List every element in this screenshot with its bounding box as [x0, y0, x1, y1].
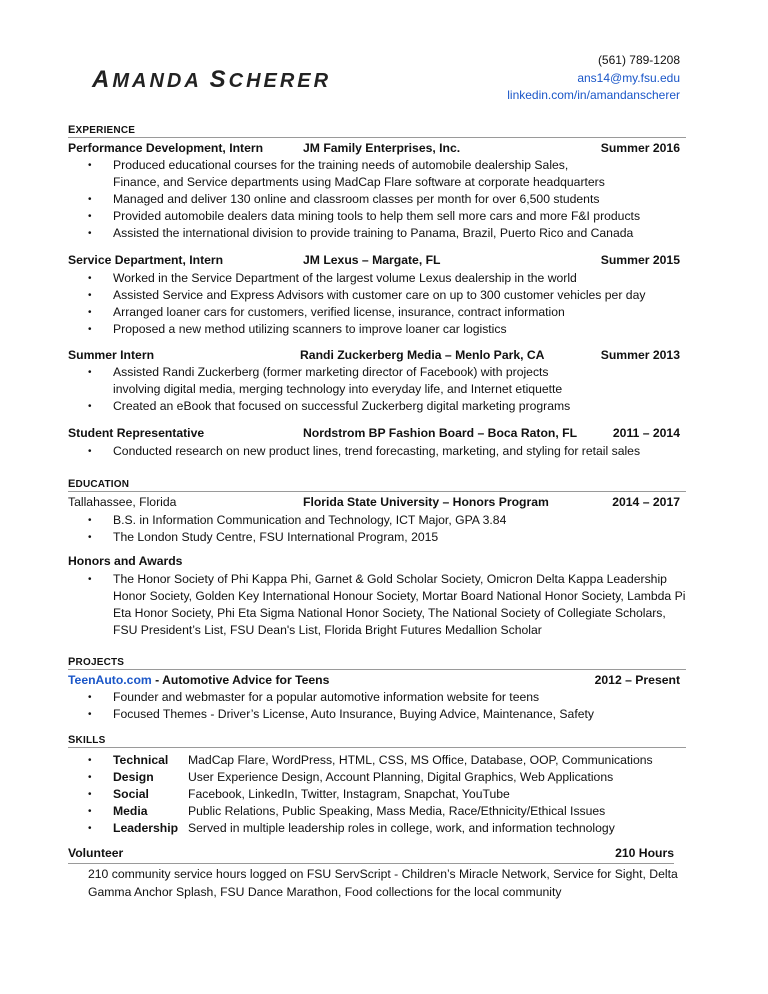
skill-value: MadCap Flare, WordPress, HTML, CSS, MS Office, Database, OOP, Communications	[188, 753, 653, 767]
name-initial-last: S	[209, 66, 229, 93]
bullet-item: • The London Study Centre, FSU International Program, 2015	[88, 529, 688, 546]
skill-key: Technical	[113, 753, 169, 767]
volunteer-hours: 210 Hours	[615, 846, 674, 860]
bullet-item: • Managed and deliver 130 online and classroom classes per month for over 6,500 students	[88, 191, 688, 208]
experience-bullets	[88, 270, 688, 338]
name-last-rest: CHERER	[228, 70, 332, 92]
skill-value: Served in multiple leadership roles in college, work, and information technology	[188, 821, 615, 835]
name-first-rest: MANDA	[112, 70, 202, 92]
skill-value: Public Relations, Public Speaking, Mass Media, Race/Ethnicity/Ethical Issues	[188, 804, 606, 818]
project-title-text: - Automotive Advice for Teens	[151, 673, 330, 687]
job-title: Student Representative	[68, 426, 205, 440]
skill-value: Facebook, LinkedIn, Twitter, Instagram, Snapchat, YouTube	[188, 787, 510, 801]
skill-row	[88, 752, 653, 769]
bullet-item: • Produced educational courses for the training needs of automobile dealership Sales, Finance, and Service departments using MadCap Flare software at corporate headquarters	[88, 157, 608, 191]
phone-number: (561) 789-1208	[597, 53, 680, 67]
bullet-item: • Conducted research on new product lines, trend forecasting, marketing, and styling for retail sales	[88, 443, 688, 460]
school-name: Florida State University – Honors Program	[303, 495, 549, 509]
bullet-item: • B.S. in Information Communication and Technology, ICT Major, GPA 3.84	[88, 512, 688, 529]
experience-bullets	[88, 443, 688, 460]
project-entry-header	[68, 673, 680, 690]
email-link[interactable]: ans14@my.fsu.edu	[577, 70, 680, 85]
school-date: 2014 – 2017	[612, 495, 680, 509]
job-title: Summer Intern	[68, 348, 155, 362]
skill-row	[88, 769, 653, 786]
project-title	[68, 673, 329, 687]
bullet-item: • Created an eBook that focused on successful Zuckerberg digital marketing programs	[88, 398, 593, 415]
bullet-item: • Worked in the Service Department of the largest volume Lexus dealership in the world	[88, 270, 688, 287]
candidate-name	[92, 66, 331, 94]
section-heading-skills: SKILLS	[68, 734, 686, 748]
linkedin-link[interactable]: linkedin.com/in/amandanscherer	[507, 88, 680, 102]
skills-list	[88, 752, 653, 837]
experience-entry-header	[68, 253, 680, 270]
volunteer-description: 210 community service hours logged on FSU ServScript - Children’s Miracle Network, Service for Sight, Delta Gamma Anchor Splash, FSU Dance Marathon, Food collections for the local community	[88, 867, 678, 899]
volunteer-header	[68, 846, 674, 864]
contact-block	[507, 52, 680, 105]
experience-entry-header	[68, 141, 680, 158]
bullet-item: • Assisted Randi Zuckerberg (former marketing director of Facebook) with projects involving digital media, merging technology into everyday life, and Internet etiquette	[88, 364, 593, 398]
skill-value: User Experience Design, Account Planning, Digital Graphics, Web Applications	[188, 770, 614, 784]
bullet-item: • Assisted Service and Express Advisors with customer care on up to 300 customer vehicles per day	[88, 287, 688, 304]
skill-key: Leadership	[113, 821, 179, 835]
honors-heading: Honors and Awards	[68, 554, 183, 568]
bullet-item: • The Honor Society of Phi Kappa Phi, Garnet & Gold Scholar Society, Omicron Delta Kappa Leadership Honor Society, Golden Key International Honour Society, Mortar Board National Honor Society, Lambda Pi Eta Honor Society, Phi Eta Sigma National Honor Society, The National Society of Collegiate Scholars, FSU President’s List, FSU Dean's List, Florida Bright Futures Medallion Scholar	[88, 571, 688, 639]
section-heading-projects: PROJECTS	[68, 656, 686, 670]
education-entry-header	[68, 495, 680, 512]
skill-row	[88, 786, 653, 803]
skill-key: Media	[113, 804, 148, 818]
job-title: Service Department, Intern	[68, 253, 224, 267]
job-org: Randi Zuckerberg Media – Menlo Park, CA	[300, 348, 545, 362]
bullet-item: • Arranged loaner cars for customers, verified license, insurance, contract information	[88, 304, 688, 321]
section-heading-experience: EXPERIENCE	[68, 124, 686, 138]
bullet-item: • Proposed a new method utilizing scanners to improve loaner car logistics	[88, 321, 688, 338]
section-heading-education: EDUCATION	[68, 478, 686, 492]
job-title: Performance Development, Intern	[68, 141, 264, 155]
job-org: JM Lexus – Margate, FL	[303, 253, 441, 267]
skill-key: Social	[113, 787, 149, 801]
job-org: JM Family Enterprises, Inc.	[303, 141, 461, 155]
skill-row	[88, 820, 653, 837]
skill-key: Design	[113, 770, 154, 784]
experience-bullets	[88, 157, 608, 191]
project-bullets	[88, 689, 688, 723]
job-date: 2011 – 2014	[612, 426, 680, 440]
project-date: 2012 – Present	[594, 673, 680, 687]
honors-bullets	[88, 571, 688, 639]
skill-row	[88, 803, 653, 820]
experience-bullets	[88, 364, 593, 415]
experience-entry-header	[68, 348, 680, 365]
name-initial-first: A	[92, 66, 113, 93]
job-date: Summer 2013	[600, 348, 680, 362]
bullet-item: • Assisted the international division to provide training to Panama, Brazil, Puerto Rico and Canada	[88, 225, 688, 242]
bullet-item: • Focused Themes - Driver’s License, Auto Insurance, Buying Advice, Maintenance, Safety	[88, 706, 688, 723]
experience-bullets	[88, 191, 688, 242]
volunteer-title: Volunteer	[68, 846, 124, 860]
experience-entry-header	[68, 426, 680, 443]
bullet-item: • Founder and webmaster for a popular automotive information website for teens	[88, 689, 688, 706]
job-date: Summer 2015	[600, 253, 680, 267]
school-location: Tallahassee, Florida	[68, 495, 177, 509]
bullet-item: • Provided automobile dealers data mining tools to help them sell more cars and more F&I products	[88, 208, 688, 225]
education-bullets	[88, 512, 688, 546]
project-site-link[interactable]: TeenAuto.com	[68, 673, 152, 687]
job-date: Summer 2016	[600, 141, 680, 155]
job-org: Nordstrom BP Fashion Board – Boca Raton, FL	[303, 426, 578, 440]
